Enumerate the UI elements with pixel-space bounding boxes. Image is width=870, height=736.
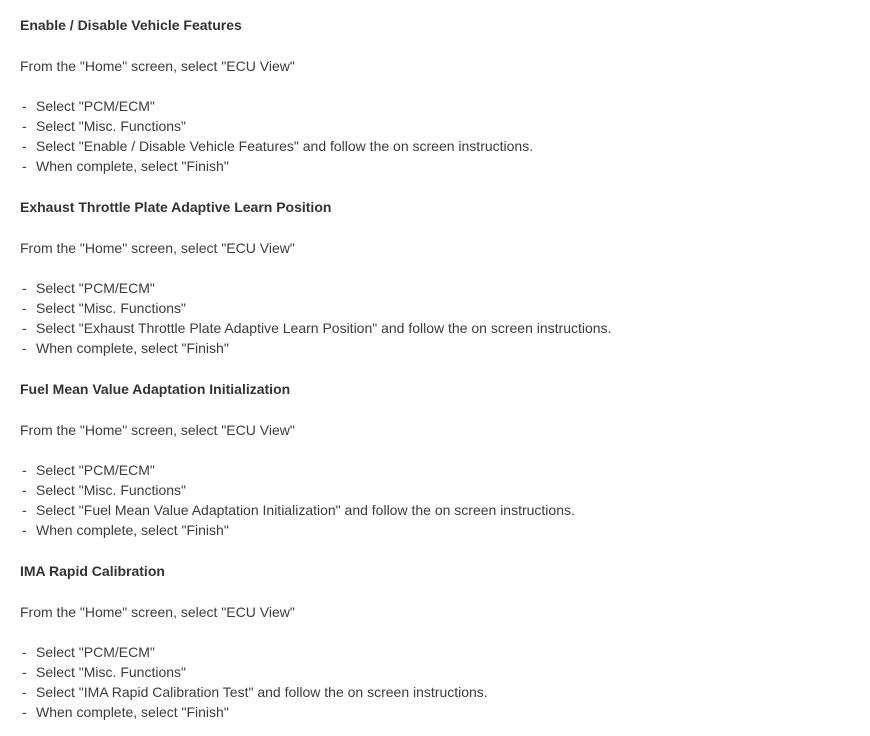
step-list xyxy=(20,96,870,176)
section-exhaust-throttle-plate xyxy=(20,176,870,358)
step-item xyxy=(20,500,870,520)
section-ima-rapid-calibration xyxy=(20,540,870,722)
section-intro: From the "Home" screen, select "ECU View" xyxy=(20,604,295,620)
bullet-dash: - xyxy=(22,340,27,356)
step-list xyxy=(20,642,870,722)
section-title: Exhaust Throttle Plate Adaptive Learn Position xyxy=(20,199,332,215)
step-text: Select "PCM/ECM" xyxy=(36,644,155,660)
section-enable-disable-vehicle-features xyxy=(20,0,870,176)
bullet-dash: - xyxy=(22,320,27,336)
section-title: IMA Rapid Calibration xyxy=(20,563,165,579)
step-text: When complete, select "Finish" xyxy=(36,340,229,356)
step-item xyxy=(20,136,870,156)
step-item xyxy=(20,642,870,662)
step-item xyxy=(20,662,870,682)
bullet-dash: - xyxy=(22,158,27,174)
bullet-dash: - xyxy=(22,664,27,680)
bullet-dash: - xyxy=(22,644,27,660)
step-text: Select "Fuel Mean Value Adaptation Initialization" and follow the on screen instructions. xyxy=(36,502,575,518)
bullet-dash: - xyxy=(22,522,27,538)
bullet-dash: - xyxy=(22,138,27,154)
step-item xyxy=(20,702,870,722)
step-text: Select "Misc. Functions" xyxy=(36,118,186,134)
step-item xyxy=(20,116,870,136)
bullet-dash: - xyxy=(22,482,27,498)
section-title: Enable / Disable Vehicle Features xyxy=(20,17,242,33)
bullet-dash: - xyxy=(22,704,27,720)
step-text: When complete, select "Finish" xyxy=(36,522,229,538)
step-text: Select "Misc. Functions" xyxy=(36,300,186,316)
bullet-dash: - xyxy=(22,300,27,316)
section-title: Fuel Mean Value Adaptation Initialization xyxy=(20,381,291,397)
step-text: Select "Enable / Disable Vehicle Features" and follow the on screen instructions. xyxy=(36,138,534,154)
step-text: When complete, select "Finish" xyxy=(36,704,229,720)
bullet-dash: - xyxy=(22,502,27,518)
step-item xyxy=(20,338,870,358)
bullet-dash: - xyxy=(22,462,27,478)
bullet-dash: - xyxy=(22,118,27,134)
step-item xyxy=(20,278,870,298)
step-text: Select "PCM/ECM" xyxy=(36,280,155,296)
step-item xyxy=(20,682,870,702)
step-item xyxy=(20,520,870,540)
bullet-dash: - xyxy=(22,98,27,114)
step-text: Select "Misc. Functions" xyxy=(36,664,186,680)
bullet-dash: - xyxy=(22,280,27,296)
bullet-dash: - xyxy=(22,684,27,700)
section-fuel-mean-value-adaptation xyxy=(20,358,870,540)
step-item xyxy=(20,156,870,176)
step-text: Select "Misc. Functions" xyxy=(36,482,186,498)
step-item xyxy=(20,318,870,338)
step-text: Select "IMA Rapid Calibration Test" and follow the on screen instructions. xyxy=(36,684,488,700)
step-text: Select "PCM/ECM" xyxy=(36,98,155,114)
step-item xyxy=(20,298,870,318)
step-text: When complete, select "Finish" xyxy=(36,158,229,174)
step-item xyxy=(20,96,870,116)
section-intro: From the "Home" screen, select "ECU View" xyxy=(20,240,295,256)
section-intro: From the "Home" screen, select "ECU View" xyxy=(20,58,295,74)
step-item xyxy=(20,480,870,500)
step-text: Select "PCM/ECM" xyxy=(36,462,155,478)
step-item xyxy=(20,460,870,480)
step-text: Select "Exhaust Throttle Plate Adaptive Learn Position" and follow the on screen instructions. xyxy=(36,320,612,336)
section-intro: From the "Home" screen, select "ECU View" xyxy=(20,422,295,438)
step-list xyxy=(20,278,870,358)
step-list xyxy=(20,460,870,540)
